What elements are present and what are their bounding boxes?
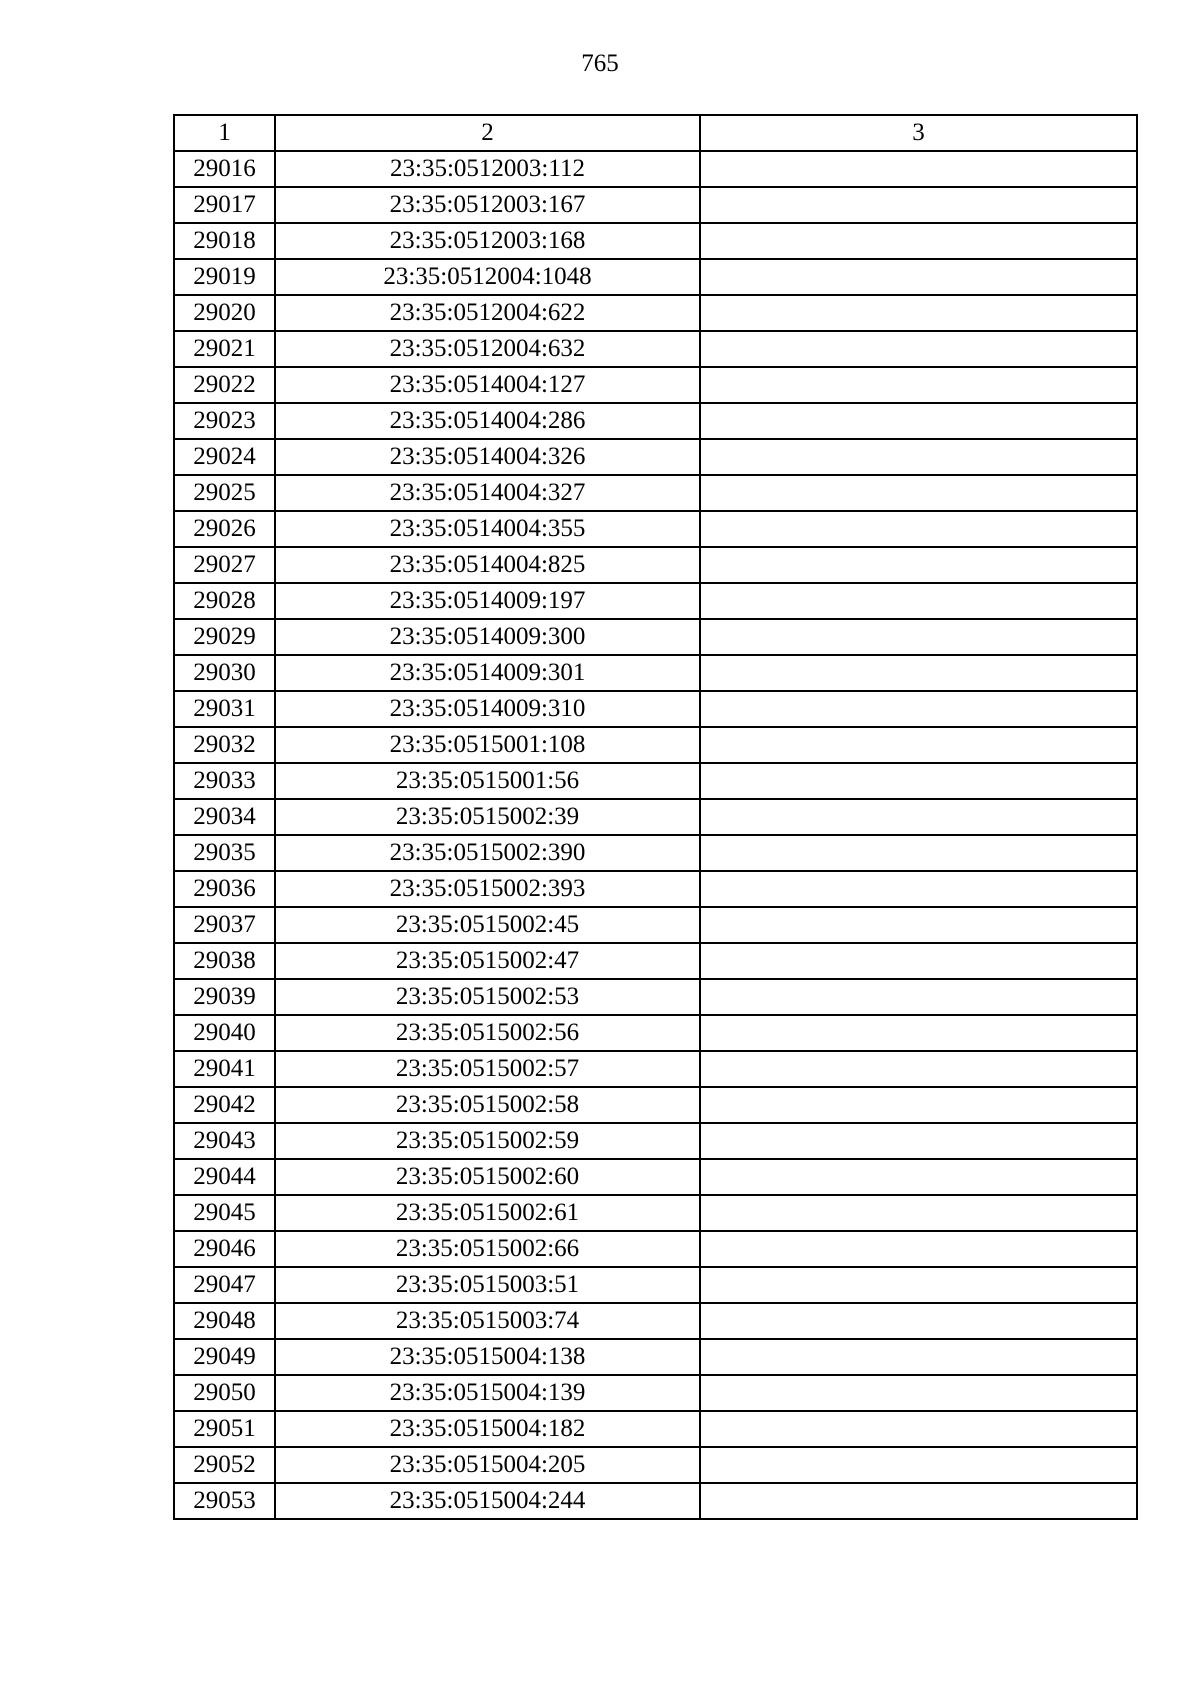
row-number-cell: 29047 — [174, 1267, 275, 1303]
column-3-cell — [700, 223, 1137, 259]
row-number-cell: 29025 — [174, 475, 275, 511]
row-number-cell: 29049 — [174, 1339, 275, 1375]
table-row — [174, 511, 1137, 547]
table-row — [174, 691, 1137, 727]
table-row — [174, 259, 1137, 295]
column-3-cell — [700, 187, 1137, 223]
cadastral-number-cell: 23:35:0515002:47 — [275, 943, 700, 979]
cadastral-number-cell: 23:35:0514004:327 — [275, 475, 700, 511]
row-number-cell: 29029 — [174, 619, 275, 655]
table-row — [174, 943, 1137, 979]
cadastral-number-cell: 23:35:0514004:127 — [275, 367, 700, 403]
cadastral-number-cell: 23:35:0514004:825 — [275, 547, 700, 583]
column-3-cell — [700, 619, 1137, 655]
row-number-cell: 29046 — [174, 1231, 275, 1267]
column-3-cell — [700, 151, 1137, 187]
column-3-cell — [700, 871, 1137, 907]
column-3-cell — [700, 295, 1137, 331]
table-row — [174, 475, 1137, 511]
row-number-cell: 29031 — [174, 691, 275, 727]
column-3-cell — [700, 403, 1137, 439]
cadastral-number-cell: 23:35:0515004:138 — [275, 1339, 700, 1375]
cadastral-number-cell: 23:35:0514004:286 — [275, 403, 700, 439]
table-header — [174, 115, 1137, 151]
table-row — [174, 1015, 1137, 1051]
row-number-cell: 29037 — [174, 907, 275, 943]
header-row — [174, 115, 1137, 151]
row-number-cell: 29027 — [174, 547, 275, 583]
column-3-cell — [700, 1303, 1137, 1339]
table-row — [174, 1051, 1137, 1087]
cadastral-number-cell: 23:35:0515002:390 — [275, 835, 700, 871]
row-number-cell: 29016 — [174, 151, 275, 187]
table-row — [174, 331, 1137, 367]
table-row — [174, 295, 1137, 331]
cadastral-number-cell: 23:35:0515002:59 — [275, 1123, 700, 1159]
row-number-cell: 29053 — [174, 1483, 275, 1519]
cadastral-number-cell: 23:35:0515002:60 — [275, 1159, 700, 1195]
cadastral-number-cell: 23:35:0512003:168 — [275, 223, 700, 259]
column-3-cell — [700, 1087, 1137, 1123]
cadastral-number-cell: 23:35:0514009:197 — [275, 583, 700, 619]
column-3-cell — [700, 1447, 1137, 1483]
column-3-cell — [700, 799, 1137, 835]
cadastral-number-cell: 23:35:0512004:1048 — [275, 259, 700, 295]
table-row — [174, 907, 1137, 943]
row-number-cell: 29020 — [174, 295, 275, 331]
table-row — [174, 187, 1137, 223]
registry-table — [173, 114, 1138, 1520]
row-number-cell: 29021 — [174, 331, 275, 367]
row-number-cell: 29044 — [174, 1159, 275, 1195]
column-3-cell — [700, 1195, 1137, 1231]
row-number-cell: 29051 — [174, 1411, 275, 1447]
column-3-cell — [700, 511, 1137, 547]
row-number-cell: 29052 — [174, 1447, 275, 1483]
row-number-cell: 29035 — [174, 835, 275, 871]
table-row — [174, 1483, 1137, 1519]
column-3-cell — [700, 1051, 1137, 1087]
row-number-cell: 29050 — [174, 1375, 275, 1411]
table-row — [174, 547, 1137, 583]
column-3-cell — [700, 475, 1137, 511]
table-row — [174, 1339, 1137, 1375]
table-row — [174, 799, 1137, 835]
column-3-cell — [700, 979, 1137, 1015]
cadastral-number-cell: 23:35:0512003:112 — [275, 151, 700, 187]
table-row — [174, 727, 1137, 763]
header-cell-3: 3 — [700, 115, 1137, 151]
cadastral-number-cell: 23:35:0514009:300 — [275, 619, 700, 655]
table-row — [174, 1159, 1137, 1195]
row-number-cell: 29028 — [174, 583, 275, 619]
row-number-cell: 29041 — [174, 1051, 275, 1087]
cadastral-number-cell: 23:35:0512003:167 — [275, 187, 700, 223]
table-row — [174, 619, 1137, 655]
table-row — [174, 655, 1137, 691]
column-3-cell — [700, 1159, 1137, 1195]
table-row — [174, 1267, 1137, 1303]
table-row — [174, 1411, 1137, 1447]
cadastral-number-cell: 23:35:0515001:108 — [275, 727, 700, 763]
column-3-cell — [700, 943, 1137, 979]
row-number-cell: 29036 — [174, 871, 275, 907]
cadastral-number-cell: 23:35:0515003:74 — [275, 1303, 700, 1339]
column-3-cell — [700, 1411, 1137, 1447]
row-number-cell: 29042 — [174, 1087, 275, 1123]
cadastral-number-cell: 23:35:0515002:58 — [275, 1087, 700, 1123]
row-number-cell: 29032 — [174, 727, 275, 763]
header-cell-1: 1 — [174, 115, 275, 151]
table-row — [174, 979, 1137, 1015]
table-row — [174, 151, 1137, 187]
column-3-cell — [700, 1015, 1137, 1051]
column-3-cell — [700, 907, 1137, 943]
row-number-cell: 29040 — [174, 1015, 275, 1051]
row-number-cell: 29039 — [174, 979, 275, 1015]
table-row — [174, 583, 1137, 619]
table-row — [174, 403, 1137, 439]
cadastral-number-cell: 23:35:0515004:244 — [275, 1483, 700, 1519]
cadastral-number-cell: 23:35:0515004:182 — [275, 1411, 700, 1447]
table-row — [174, 223, 1137, 259]
column-3-cell — [700, 835, 1137, 871]
table-row — [174, 1375, 1137, 1411]
table-row — [174, 871, 1137, 907]
table-row — [174, 763, 1137, 799]
cadastral-number-cell: 23:35:0515001:56 — [275, 763, 700, 799]
cadastral-number-cell: 23:35:0515002:45 — [275, 907, 700, 943]
cadastral-number-cell: 23:35:0514009:310 — [275, 691, 700, 727]
column-3-cell — [700, 1231, 1137, 1267]
page-number: 765 — [581, 50, 619, 77]
cadastral-number-cell: 23:35:0515002:53 — [275, 979, 700, 1015]
column-3-cell — [700, 1267, 1137, 1303]
table-row — [174, 1087, 1137, 1123]
table-row — [174, 835, 1137, 871]
column-3-cell — [700, 727, 1137, 763]
row-number-cell: 29017 — [174, 187, 275, 223]
header-cell-2: 2 — [275, 115, 700, 151]
row-number-cell: 29019 — [174, 259, 275, 295]
column-3-cell — [700, 763, 1137, 799]
column-3-cell — [700, 1375, 1137, 1411]
row-number-cell: 29024 — [174, 439, 275, 475]
column-3-cell — [700, 439, 1137, 475]
row-number-cell: 29033 — [174, 763, 275, 799]
table-row — [174, 1123, 1137, 1159]
column-3-cell — [700, 583, 1137, 619]
column-3-cell — [700, 1483, 1137, 1519]
table-body — [174, 151, 1137, 1519]
cadastral-number-cell: 23:35:0515002:57 — [275, 1051, 700, 1087]
row-number-cell: 29018 — [174, 223, 275, 259]
cadastral-number-cell: 23:35:0514004:326 — [275, 439, 700, 475]
cadastral-number-cell: 23:35:0514009:301 — [275, 655, 700, 691]
cadastral-number-cell: 23:35:0515002:66 — [275, 1231, 700, 1267]
cadastral-number-cell: 23:35:0515004:139 — [275, 1375, 700, 1411]
row-number-cell: 29022 — [174, 367, 275, 403]
cadastral-number-cell: 23:35:0515002:56 — [275, 1015, 700, 1051]
row-number-cell: 29026 — [174, 511, 275, 547]
column-3-cell — [700, 367, 1137, 403]
column-3-cell — [700, 691, 1137, 727]
table-row — [174, 439, 1137, 475]
column-3-cell — [700, 655, 1137, 691]
row-number-cell: 29045 — [174, 1195, 275, 1231]
table-row — [174, 1303, 1137, 1339]
cadastral-number-cell: 23:35:0514004:355 — [275, 511, 700, 547]
row-number-cell: 29023 — [174, 403, 275, 439]
row-number-cell: 29038 — [174, 943, 275, 979]
cadastral-number-cell: 23:35:0512004:632 — [275, 331, 700, 367]
table-row — [174, 1447, 1137, 1483]
column-3-cell — [700, 331, 1137, 367]
cadastral-number-cell: 23:35:0515004:205 — [275, 1447, 700, 1483]
column-3-cell — [700, 547, 1137, 583]
column-3-cell — [700, 1123, 1137, 1159]
column-3-cell — [700, 259, 1137, 295]
cadastral-number-cell: 23:35:0512004:622 — [275, 295, 700, 331]
table-row — [174, 1231, 1137, 1267]
row-number-cell: 29034 — [174, 799, 275, 835]
column-3-cell — [700, 1339, 1137, 1375]
cadastral-number-cell: 23:35:0515003:51 — [275, 1267, 700, 1303]
row-number-cell: 29048 — [174, 1303, 275, 1339]
row-number-cell: 29030 — [174, 655, 275, 691]
cadastral-number-cell: 23:35:0515002:61 — [275, 1195, 700, 1231]
cadastral-number-cell: 23:35:0515002:393 — [275, 871, 700, 907]
table-row — [174, 1195, 1137, 1231]
cadastral-number-cell: 23:35:0515002:39 — [275, 799, 700, 835]
row-number-cell: 29043 — [174, 1123, 275, 1159]
table-row — [174, 367, 1137, 403]
